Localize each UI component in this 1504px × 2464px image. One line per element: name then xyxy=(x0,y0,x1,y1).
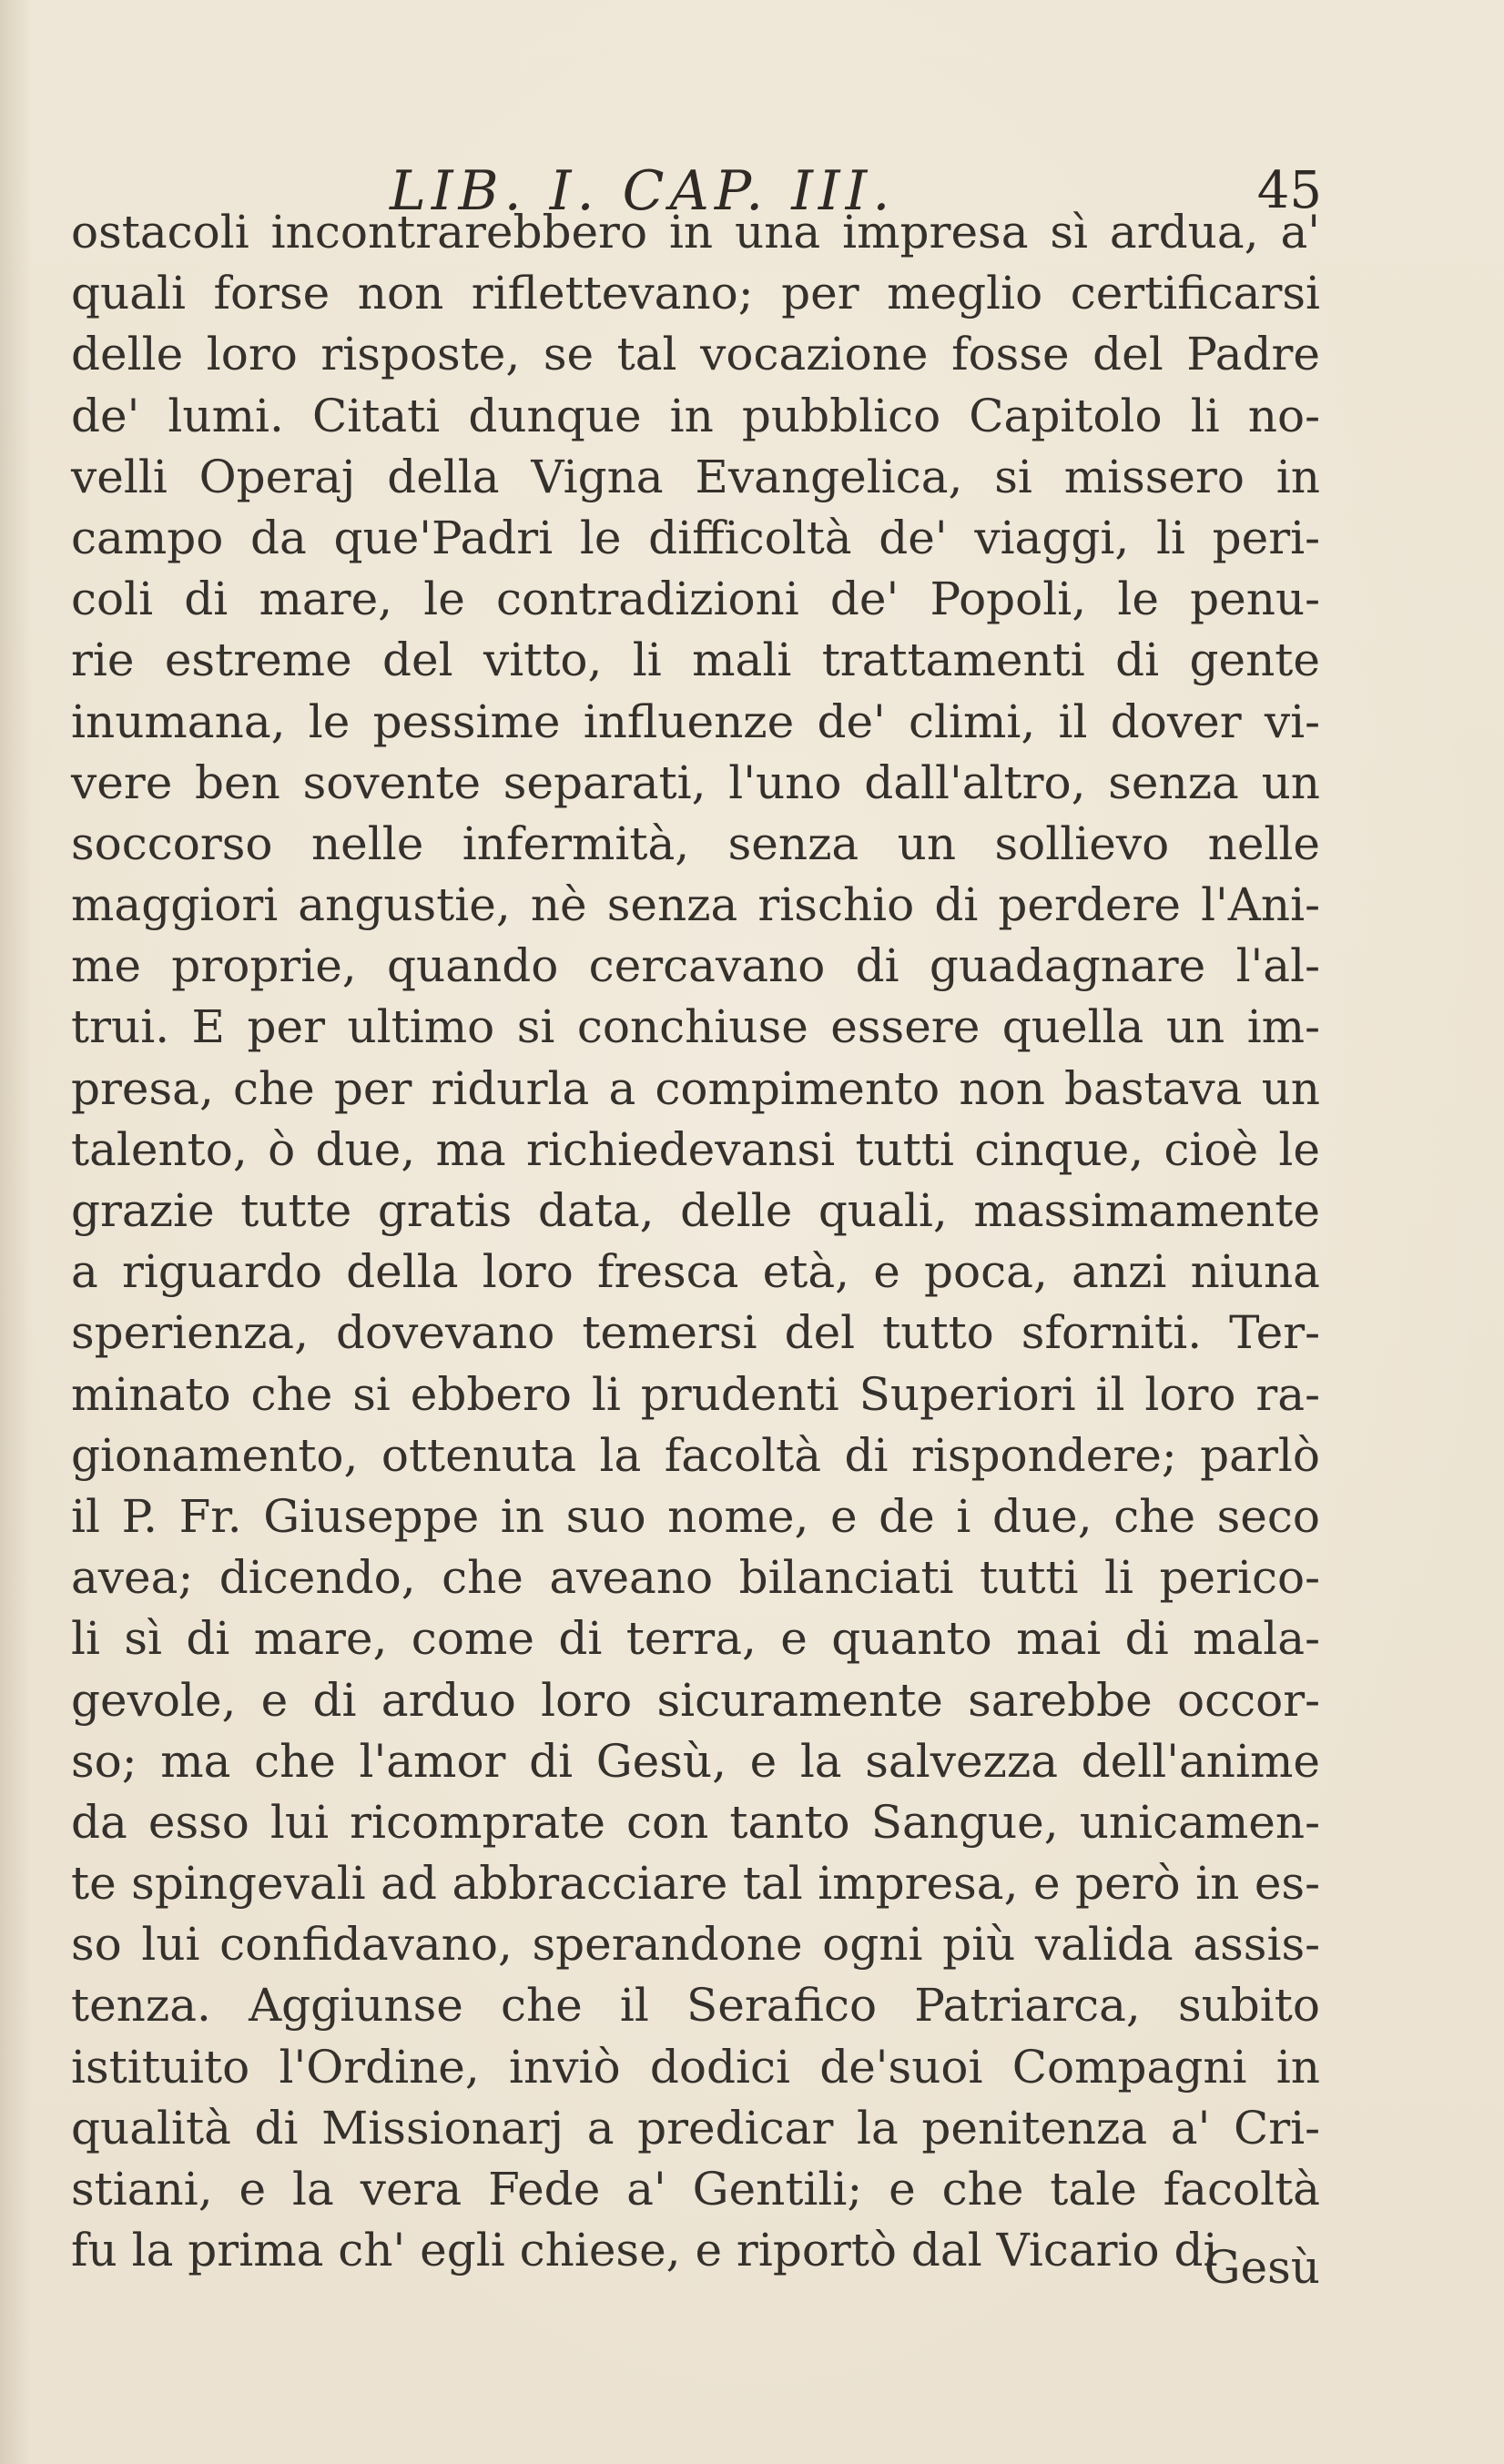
text-line: inumana, le pessime influenze de' climi, il dover vi- xyxy=(71,695,1320,748)
text-line: fu la prima ch' egli chiese, e riportò dal Vicario di xyxy=(71,2224,1218,2277)
text-line: trui. E per ultimo si conchiuse essere quella un im- xyxy=(71,1000,1320,1054)
text-line: so lui confidavano, sperandone ogni più valida assis- xyxy=(71,1918,1320,1972)
text-line: coli di mare, le contradizioni de' Popoli, le penu- xyxy=(71,573,1320,626)
text-line: talento, ò due, ma richiedevansi tutti cinque, cioè le xyxy=(71,1122,1320,1176)
text-line: rie estreme del vitto, li mali trattamenti di gente xyxy=(71,634,1320,687)
text-line: so; ma che l'amor di Gesù, e la salvezza dell'anime xyxy=(71,1734,1320,1788)
text-line: vere ben sovente separati, l'uno dall'altro, senza un xyxy=(71,755,1320,809)
page-gutter-shadow xyxy=(0,0,31,2464)
text-line: soccorso nelle infermità, senza un sollievo nelle xyxy=(71,816,1320,870)
text-line: delle loro risposte, se tal vocazione fosse del Padre xyxy=(71,328,1320,381)
body-text xyxy=(71,202,1320,2281)
text-line: grazie tutte gratis data, delle quali, massimamente xyxy=(71,1184,1320,1237)
text-line: stiani, e la vera Fede a' Gentili; e che tale facoltà xyxy=(71,2163,1320,2216)
text-line: gionamento, ottenuta la facoltà di rispondere; parlò xyxy=(71,1428,1320,1482)
text-line: velli Operaj della Vigna Evangelica, si missero in xyxy=(71,450,1320,503)
running-head: LIB. I. CAP. III. xyxy=(390,159,896,223)
text-line: maggiori angustie, nè senza rischio di perdere l'Ani- xyxy=(71,878,1320,932)
text-line: qualità di Missionarj a predicar la penitenza a' Cri- xyxy=(71,2101,1320,2155)
text-line: avea; dicendo, che aveano bilanciati tutti li perico- xyxy=(71,1551,1320,1605)
text-line: ostacoli incontrarebbero in una impresa sì ardua, a' xyxy=(71,206,1320,259)
text-line: istituito l'Ordine, inviò dodici de'suoi Compagni in xyxy=(71,2040,1320,2094)
text-line: presa, che per ridurla a compimento non bastava un xyxy=(71,1061,1320,1115)
text-line: li sì di mare, come di terra, e quanto mai di mala- xyxy=(71,1612,1320,1666)
text-line: te spingevali ad abbracciare tal impresa, e però in es- xyxy=(71,1857,1320,1911)
catchword: Gesù xyxy=(1204,2241,1320,2294)
text-line: il P. Fr. Giuseppe in suo nome, e de i due, che seco xyxy=(71,1489,1320,1543)
text-line: quali forse non riflettevano; per meglio certificarsi xyxy=(71,267,1320,320)
text-line: campo da que'Padri le difficoltà de' viaggi, li peri- xyxy=(71,511,1320,564)
text-line: minato che si ebbero li prudenti Superiori il loro ra- xyxy=(71,1367,1320,1421)
text-line: a riguardo della loro fresca età, e poca, anzi niuna xyxy=(71,1245,1320,1299)
text-line: tenza. Aggiunse che il Serafico Patriarca, subito xyxy=(71,1979,1320,2033)
page-number: 45 xyxy=(1256,161,1322,220)
text-line: da esso lui ricomprate con tanto Sangue, unicamen- xyxy=(71,1795,1320,1849)
text-line: de' lumi. Citati dunque in pubblico Capitolo li no- xyxy=(71,389,1320,442)
text-line: me proprie, quando cercavano di guadagnare l'al- xyxy=(71,939,1320,993)
text-line: sperienza, dovevano temersi del tutto sforniti. Ter- xyxy=(71,1306,1320,1360)
text-line: gevole, e di arduo loro sicuramente sarebbe occor- xyxy=(71,1673,1320,1727)
